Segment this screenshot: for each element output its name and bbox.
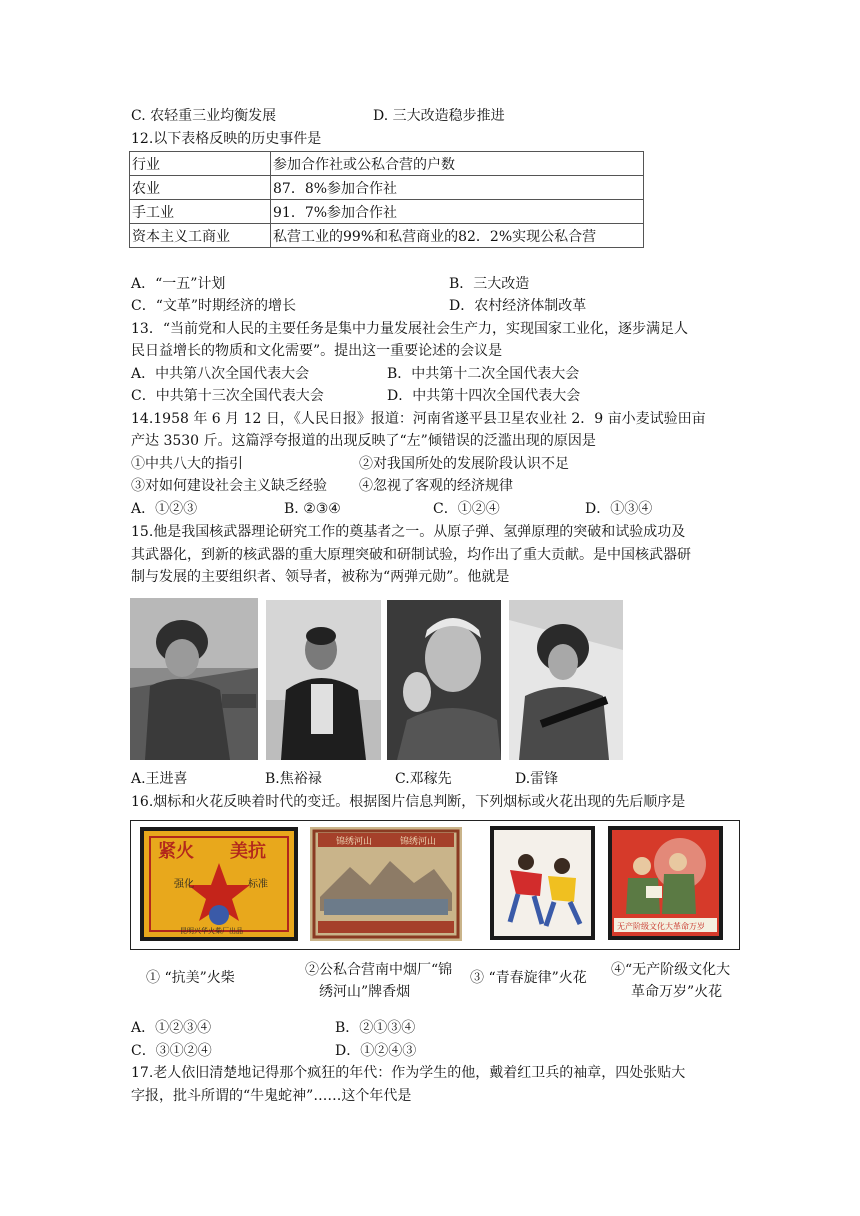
q12-stem: 12.以下表格反映的历史事件是 bbox=[131, 131, 322, 147]
q14-statement-4: ④忽视了客观的经济规律 bbox=[359, 478, 513, 494]
photo-wang-jinxi bbox=[130, 598, 258, 760]
q12-option-a: A．“一五”计划 bbox=[131, 276, 226, 292]
q16-caption-2a: ②公私合营南中烟厂“锦 bbox=[305, 962, 453, 978]
q11-option-d: D. 三大改造稳步推进 bbox=[373, 108, 505, 124]
match-label-qingchun-xuanlv bbox=[490, 826, 595, 940]
q16-option-a: A．①②③④ bbox=[131, 1020, 212, 1036]
q12-option-c: C．“文革”时期经济的增长 bbox=[131, 298, 297, 314]
q13-option-d: D．中共第十四次全国代表大会 bbox=[387, 388, 581, 404]
table-cell: 农业 bbox=[130, 176, 271, 200]
table-cell: 87．8%参加合作社 bbox=[271, 176, 644, 200]
q16-option-d: D．①②④③ bbox=[335, 1043, 417, 1059]
q16-caption-1: ① “抗美”火柴 bbox=[146, 970, 235, 986]
table-row bbox=[130, 200, 644, 224]
q16-option-c: C．③①②④ bbox=[131, 1043, 212, 1059]
q14-option-c: C．①②④ bbox=[433, 501, 500, 517]
q14-option-d: D．①③④ bbox=[585, 501, 653, 517]
q14-statement-3: ③对如何建设社会主义缺乏经验 bbox=[131, 478, 327, 494]
q16-stem: 16.烟标和火花反映着时代的变迁。根据图片信息判断，下列烟标或火花出现的先后顺序是 bbox=[131, 794, 686, 810]
q15-stem-line3: 制与发展的主要组织者、领导者，被称为“两弹元勋”。他就是 bbox=[131, 569, 510, 585]
q13-option-b: B．中共第十二次全国代表大会 bbox=[387, 366, 580, 382]
photo-deng-jiaxian bbox=[387, 600, 501, 760]
q14-stem-line2: 产达 3530 斤。这篇浮夸报道的出现反映了“左”倾错误的泛滥出现的原因是 bbox=[131, 433, 596, 449]
table-cell: 参加合作社或公私合营的户数 bbox=[271, 152, 644, 176]
q16-caption-3: ③ “青春旋律”火花 bbox=[470, 970, 587, 986]
stamp1-text-left: 紧火 bbox=[158, 841, 194, 862]
match-label-wenge bbox=[608, 826, 723, 940]
q14-option-a: A．①②③ bbox=[131, 501, 198, 517]
q16-caption-4a: ④“无产阶级文化大 bbox=[611, 962, 731, 978]
q14-option-b: B. ②③④ bbox=[284, 501, 341, 517]
q13-option-a: A．中共第八次全国代表大会 bbox=[131, 366, 310, 382]
q11-option-c: C. 农轻重三业均衡发展 bbox=[131, 108, 277, 124]
stamp1-text-side-left: 强化 bbox=[174, 879, 194, 890]
q13-stem-line1: 13．“当前党和人民的主要任务是集中力量发展社会生产力，实现国家工业化，逐步满足人 bbox=[131, 321, 688, 337]
q15-stem-line2: 其武器化，到新的核武器的重大原理突破和研制试验，均作出了重大贡献。是中国核武器研 bbox=[131, 547, 691, 563]
q17-stem-line2: 字报，批斗所谓的“牛鬼蛇神”……这个年代是 bbox=[131, 1088, 412, 1104]
q13-stem-line2: 民日益增长的物质和文化需要”。提出这一重要论述的会议是 bbox=[131, 343, 503, 359]
q15-option-b: B.焦裕禄 bbox=[265, 771, 322, 787]
table-cell: 91．7%参加合作社 bbox=[271, 200, 644, 224]
photo-lei-feng bbox=[509, 600, 623, 760]
q12-table bbox=[129, 151, 644, 248]
table-cell: 行业 bbox=[130, 152, 271, 176]
stamp4-text: 无产阶级文化大革命万岁 bbox=[617, 922, 705, 931]
q13-option-c: C．中共第十三次全国代表大会 bbox=[131, 388, 324, 404]
stamp2-text-left: 锦绣河山 bbox=[336, 837, 373, 847]
q15-option-a: A.王进喜 bbox=[131, 771, 188, 787]
q15-stem-line1: 15.他是我国核武器理论研究工作的奠基者之一。从原子弹、氢弹原理的突破和试验成功及 bbox=[131, 524, 686, 540]
q16-image-panel bbox=[130, 820, 740, 950]
q17-stem-line1: 17.老人依旧清楚地记得那个疯狂的年代：作为学生的他，戴着红卫兵的袖章，四处张贴大 bbox=[131, 1065, 686, 1081]
q14-statement-1: ①中共八大的指引 bbox=[131, 456, 243, 472]
q16-caption-4b: 革命万岁”火花 bbox=[631, 984, 723, 1000]
q14-statement-2: ②对我国所处的发展阶段认识不足 bbox=[359, 456, 569, 472]
q12-option-d: D．农村经济体制改革 bbox=[449, 298, 587, 314]
q15-option-c: C.邓稼先 bbox=[395, 771, 452, 787]
stamp2-text-right: 锦绣河山 bbox=[400, 837, 437, 847]
table-cell: 手工业 bbox=[130, 200, 271, 224]
stamp1-text-maker: 昆明兴华火柴厂出品 bbox=[180, 927, 243, 935]
table-cell: 资本主义工商业 bbox=[130, 224, 271, 248]
table-cell: 私营工业的99%和私营商业的82．2%实现公私合营 bbox=[271, 224, 644, 248]
stamp1-text-side-right: 标准 bbox=[248, 879, 268, 890]
q12-option-b: B．三大改造 bbox=[449, 276, 530, 292]
q15-option-d: D.雷锋 bbox=[515, 771, 559, 787]
table-row bbox=[130, 152, 644, 176]
match-label-kangmei bbox=[140, 827, 298, 941]
q14-stem-line1: 14.1958 年 6 月 12 日，《人民日报》报道：河南省遂平县卫星农业社 2．9 亩小麦试验田亩 bbox=[131, 411, 706, 427]
cigarette-label-jinxiu-heshan bbox=[310, 827, 462, 941]
photo-jiao-yulu bbox=[266, 600, 381, 760]
q16-option-b: B．②①③④ bbox=[335, 1020, 416, 1036]
stamp1-text-right: 美抗 bbox=[230, 841, 266, 862]
table-row bbox=[130, 224, 644, 248]
q16-caption-2b: 绣河山”牌香烟 bbox=[319, 984, 411, 1000]
table-row bbox=[130, 176, 644, 200]
